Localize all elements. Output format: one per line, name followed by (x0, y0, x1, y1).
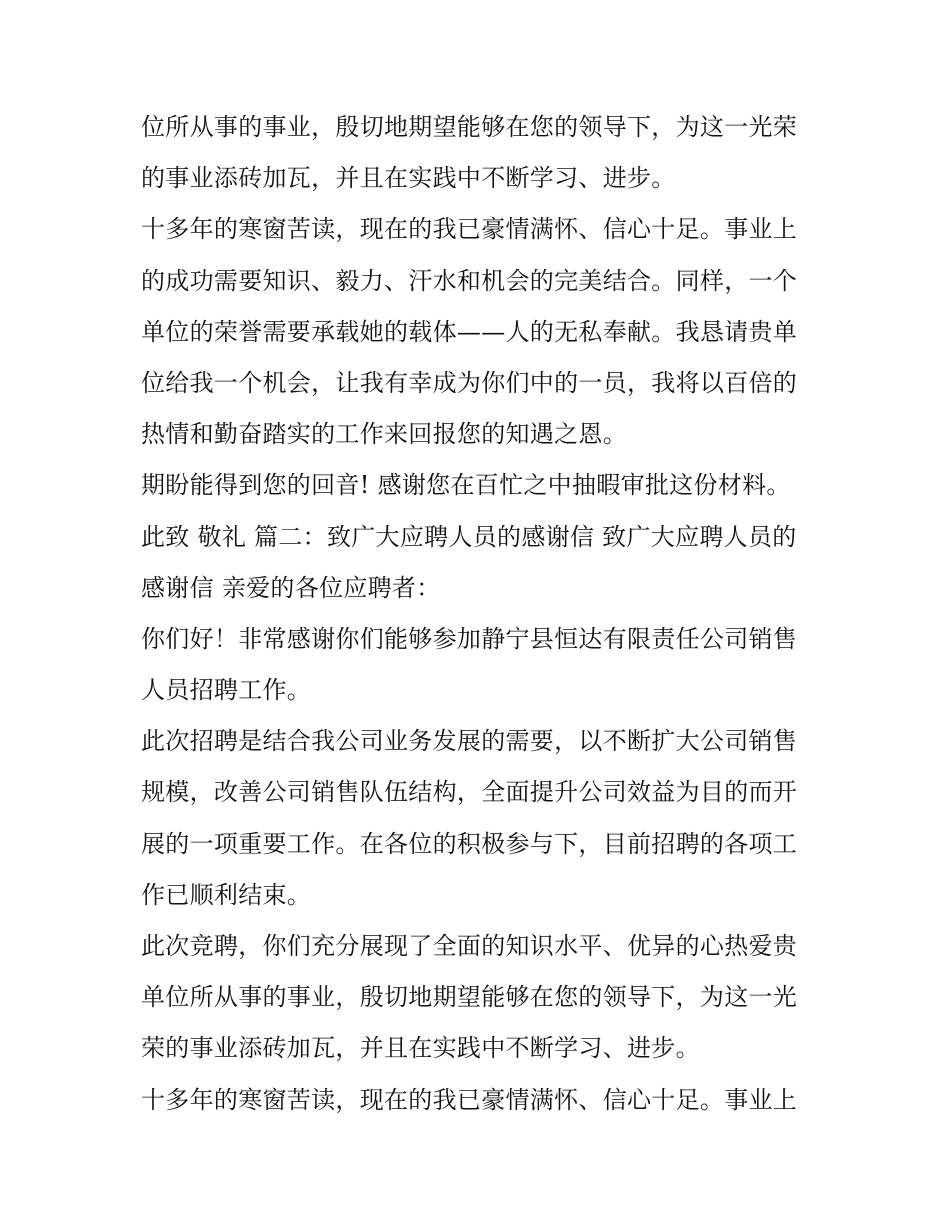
text-line: 的事业添砖加瓦，并且在实践中不断学习、进步。 (141, 164, 676, 193)
text-line: 期盼能得到您的回音! 感谢您在百忙之中抽暇审批这份材料。 (141, 471, 791, 500)
text-line: 人员招聘工作。 (141, 676, 312, 705)
text-line: 荣的事业添砖加瓦，并且在实践中不断学习、进步。 (141, 1034, 700, 1063)
text-line: 此次竞聘，你们充分展现了全面的知识水平、优异的心热爱贵 (141, 932, 798, 960)
text-line: 位所从事的事业，殷切地期望能够在您的领导下，为这一光荣 (141, 113, 798, 141)
text-line: 你们好！非常感谢你们能够参加静宁县恒达有限责任公司销售 (141, 624, 798, 653)
text-line: 作已顺利结束。 (141, 880, 312, 909)
text-line: 单位的荣誉需要承载她的载体——人的无私奉献。我恳请贵单 (141, 317, 798, 346)
text-line: 单位所从事的事业，殷切地期望能够在您的领导下，为这一光 (141, 983, 798, 1012)
text-line: 此次招聘是结合我公司业务发展的需要，以不断扩大公司销售 (141, 727, 798, 756)
text-line: 规模，改善公司销售队伍结构，全面提升公司效益为目的而开 (141, 778, 798, 807)
text-line: 的成功需要知识、毅力、汗水和机会的完美结合。同样，一个 (141, 266, 798, 295)
text-line: 此致 敬礼 篇二：致广大应聘人员的感谢信 致广大应聘人员的 (141, 522, 797, 551)
text-line: 十多年的寒窗苦读，现在的我已豪情满怀、信心十足。事业上 (141, 215, 798, 244)
text-line: 热情和勤奋踏实的工作来回报您的知遇之恩。 (141, 420, 627, 449)
text-line: 十多年的寒窗苦读，现在的我已豪情满怀、信心十足。事业上 (141, 1085, 798, 1114)
text-line: 位给我一个机会，让我有幸成为你们中的一员，我将以百倍的 (141, 368, 798, 397)
text-line: 感谢信 亲爱的各位应聘者： (141, 573, 441, 602)
text-line: 展的一项重要工作。在各位的积极参与下，目前招聘的各项工 (141, 829, 798, 858)
body-text (141, 102, 821, 1126)
